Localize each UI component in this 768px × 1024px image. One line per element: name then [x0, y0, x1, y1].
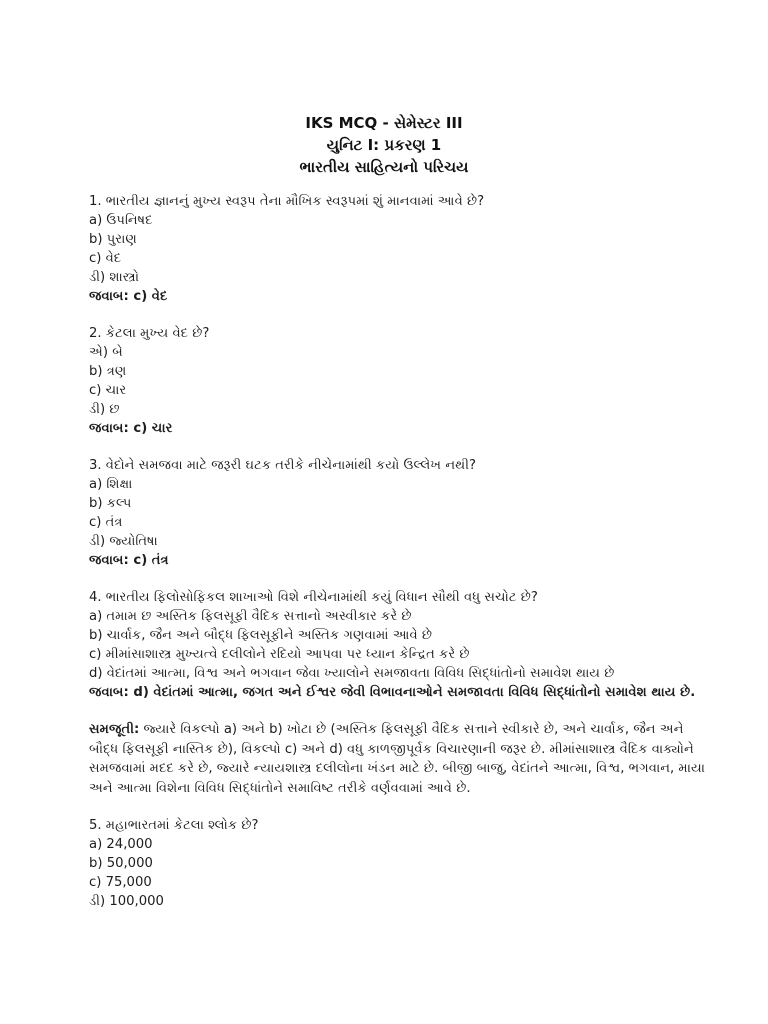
option-a: a) 24,000: [89, 837, 153, 852]
option-d: d) વેદાંતમાં આત્મા, વિશ્વ અને ભગવાન જેવા ખ્યાલોને સમજાવતા વિવિધ સિદ્ધાંતોનો સમાવેશ થાય છે: [89, 666, 615, 681]
question-list: [89, 192, 714, 911]
question-text: 4. ભારતીય ફિલોસોફિકલ શાખાઓ વિશે નીચેનામાંથી કયું વિધાન સૌથી વધુ સચોટ છે?: [89, 590, 538, 605]
question-text: 2. કેટલા મુખ્ય વેદ છે?: [89, 326, 210, 341]
document-header: [0, 112, 768, 178]
question-text: 5. મહાભારતમાં કેટલા શ્લોક છે?: [89, 818, 259, 833]
option-b: b) ત્રણ: [89, 364, 127, 379]
option-a: a) શિક્ષા: [89, 477, 133, 492]
option-b: b) 50,000: [89, 856, 153, 871]
answer-text: જવાબ: d) વેદાંતમાં આત્મા, જગત અને ઈશ્વર જેવી વિભાવનાઓને સમજાવતા વિવિધ સિદ્ધાંતોનો સમાવેશ થાય છે.: [89, 685, 696, 700]
option-c: c) તંત્ર: [89, 515, 123, 530]
option-b: b) કલ્પ: [89, 496, 132, 511]
option-d: ડી) છ: [89, 402, 120, 417]
option-c: c) વેદ: [89, 251, 122, 266]
question-block-5: [89, 816, 714, 911]
option-a: a) ઉપનિષદ: [89, 213, 153, 228]
option-b: b) પુરાણ: [89, 232, 137, 247]
question-block-3: [89, 456, 714, 570]
option-c: c) મીમાંસાશાસ્ત્ર મુખ્યત્વે દલીલોને રદિયો આપવા પર ધ્યાન કેન્દ્રિત કરે છે: [89, 647, 470, 662]
option-d: ડી) શાસ્ત્રો: [89, 270, 140, 285]
explanation-text: જ્યારે વિકલ્પો a) અને b) ખોટા છે (અસ્તિક ફિલસૂફી વૈદિક સત્તાને સ્વીકારે છે, અને ચાર્વાક, જૈન અને બૌદ્ધ ફિલસૂફી નાસ્તિક છે), વિકલ્પો c) અને d) વધુ કાળજીપૂર્વક વિચારણાની જરૂર છે. મીમાંસાશાસ્ત્ર વૈદિક વાક્યોને સમજવામાં મદદ કરે છે, જ્યારે ન્યાયશાસ્ત્ર દલીલોના ખંડન માટે છે. બીજી બાજુ, વેદાંતને આત્મા, વિશ્વ, ભગવાન, માયા અને આત્મા વિશેના વિવિધ સિદ્ધાંતોને સમાવિષ્ટ તરીકે વર્ણવવામાં આવે છે.: [89, 722, 705, 796]
answer-text: જવાબ: c) ચાર: [89, 421, 173, 436]
question-block-4: [89, 588, 714, 702]
option-c: c) 75,000: [89, 875, 152, 890]
answer-text: જવાબ: c) તંત્ર: [89, 553, 169, 568]
option-c: c) ચાર: [89, 383, 127, 398]
question-text: 3. વેદોને સમજવા માટે જરૂરી ઘટક તરીકે નીચેનામાંથી કયો ઉલ્લેખ નથી?: [89, 458, 477, 473]
question-text: 1. ભારતીય જ્ઞાનનું મુખ્ય સ્વરૂપ તેના મૌખિક સ્વરૂપમાં શું માનવામાં આવે છે?: [89, 194, 485, 209]
question-block-2: [89, 324, 714, 438]
option-b: b) ચાર્વાક, જૈન અને બૌદ્ધ ફિલસૂફીને અસ્તિક ગણવામાં આવે છે: [89, 628, 433, 643]
explanation-label: સમજૂતી:: [89, 722, 140, 737]
unit-chapter-heading: યુનિટ I: પ્રકરણ 1: [326, 136, 442, 154]
question-block-1: [89, 192, 714, 306]
explanation-paragraph: [89, 720, 714, 798]
answer-text: જવાબ: c) વેદ: [89, 289, 168, 304]
option-d: ડી) 100,000: [89, 894, 164, 909]
option-a: a) તમામ છ અસ્તિક ફિલસૂફી વૈદિક સત્તાનો અસ્વીકાર કરે છે: [89, 609, 412, 624]
chapter-title: ભારતીય સાહિત્યનો પરિચય: [299, 158, 469, 176]
option-a: એ) બે: [89, 345, 123, 360]
option-d: ડી) જ્યોતિષા: [89, 534, 158, 549]
document-title: IKS MCQ - સેમેસ્ટર III: [305, 114, 463, 132]
